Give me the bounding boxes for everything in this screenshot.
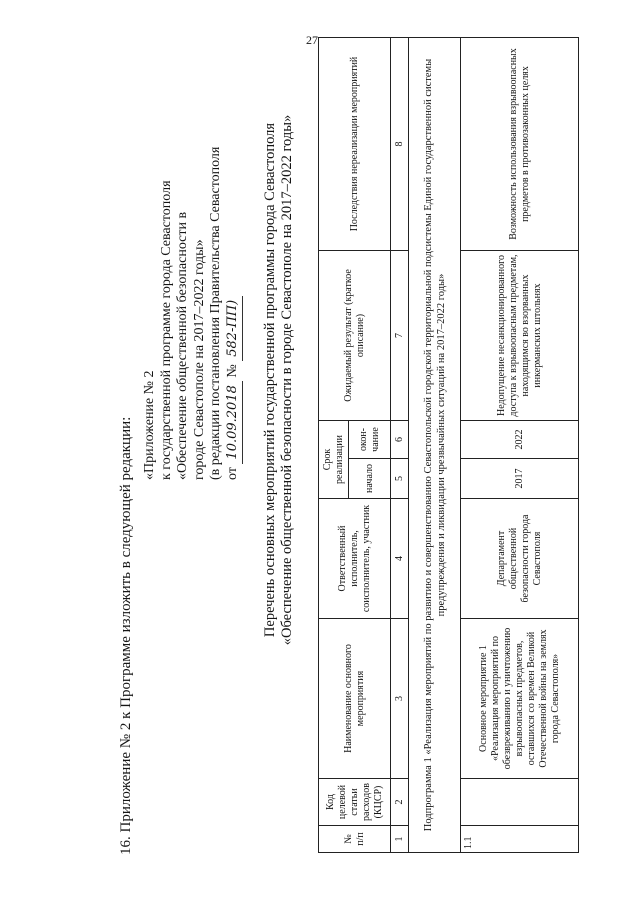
- row-end: 2022: [461, 421, 579, 459]
- number-label: №: [224, 364, 240, 378]
- annex-signature-line: [225, 147, 243, 480]
- handwritten-number: 582-ПП): [225, 296, 243, 361]
- annex-line-2: к государственной программе города Севастополя: [158, 180, 174, 480]
- document-title: [262, 70, 296, 690]
- header-term: Срок реализации: [319, 421, 349, 499]
- column-number: 7: [391, 251, 409, 421]
- title-line-1: Перечень основных мероприятий государственной программы города Севастополя: [262, 122, 278, 638]
- header-num: № п/п: [319, 826, 391, 853]
- measures-table: [318, 37, 579, 853]
- header-kcsr: Код целевой статьи расходов (КЦСР): [319, 779, 391, 826]
- column-number: 5: [391, 459, 409, 499]
- row-num: 1.1: [461, 826, 579, 853]
- column-number-row: [391, 38, 409, 853]
- column-number: 2: [391, 779, 409, 826]
- column-number: 6: [391, 421, 409, 459]
- column-number: 4: [391, 499, 409, 619]
- row-name: Основное мероприятие 1 «Реализация мероприятий по обезвреживанию и уничтожению взрывоопасных предметов, оставшихся со времен Великой Отечественной войны на землях города Севастополя»: [461, 619, 579, 779]
- row-result: Недопущение несанкционированного доступа к взрывоопасным предметам, находящимся во взорванных инкерманских штольнях: [461, 251, 579, 421]
- amendment-heading: 16. Приложение № 2 к Программе изложить в следующей редакции:: [118, 416, 134, 855]
- from-label: от: [224, 467, 240, 480]
- row-consequences: Возможность использования взрывоопасных предметов в противозаконных целях: [461, 38, 579, 251]
- header-start: начало: [349, 459, 391, 499]
- row-kcsr: [461, 779, 579, 826]
- annex-line-4: городе Севастополе на 2017–2022 годы»: [191, 239, 207, 480]
- annex-line-5: (в редакции постановления Правительства Севастополя: [208, 146, 224, 480]
- column-number: 3: [391, 619, 409, 779]
- title-line-2: «Обеспечение общественной безопасности в городе Севастополе на 2017–2022 годы»: [279, 114, 295, 646]
- annex-header: [142, 147, 243, 480]
- header-row-1: [319, 38, 349, 853]
- handwritten-date: 10.09.2018: [225, 381, 243, 463]
- subprogram-title: Подпрограмма 1 «Реализация мероприятий по развитию и совершенствованию Севастопольской городской территориальной подсистемы Единой государственной системы предупреждения и ликвидации чрезвычайных ситуаций на 2017–2022 годы»: [409, 38, 461, 853]
- table-row: [461, 38, 579, 853]
- page-number: 27: [306, 33, 318, 47]
- row-executor: Департамент общественной безопасности города Севастополя: [461, 499, 579, 619]
- subprogram-row: [409, 38, 461, 853]
- header-consequences: Последствия нереализации мероприятий: [319, 38, 391, 251]
- header-name: Наименование основного мероприятия: [319, 619, 391, 779]
- column-number: 1: [391, 826, 409, 853]
- header-end: окон-чание: [349, 421, 391, 459]
- row-start: 2017: [461, 459, 579, 499]
- annex-line-1: «Приложение № 2: [142, 370, 157, 480]
- column-number: 8: [391, 38, 409, 251]
- header-result: Ожидаемый результат (краткое описание): [319, 251, 391, 421]
- header-executor: Ответственный исполнитель, соисполнитель, участник: [319, 499, 391, 619]
- annex-line-3: «Обеспечение общественной безопасности в: [175, 211, 191, 480]
